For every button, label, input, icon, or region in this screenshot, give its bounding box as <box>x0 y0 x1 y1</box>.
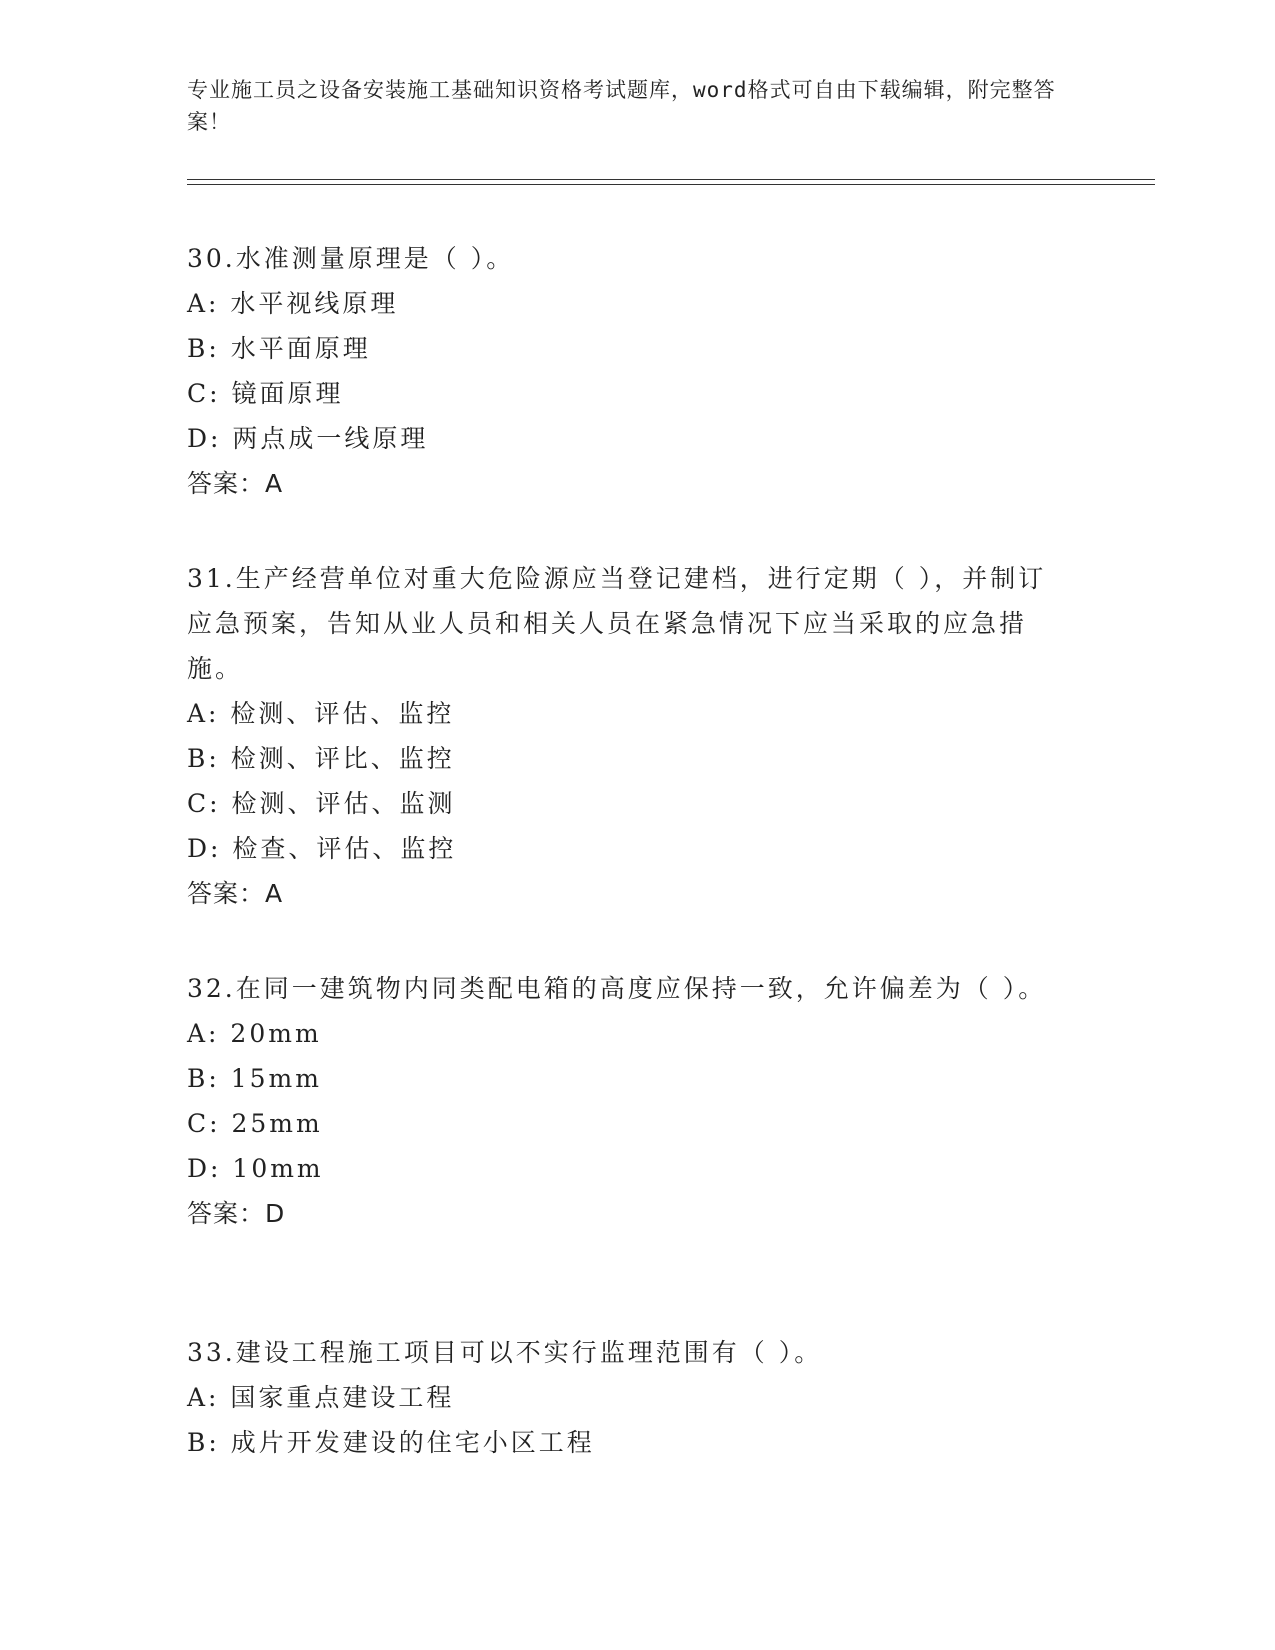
question-stem: 32.在同一建筑物内同类配电箱的高度应保持一致，允许偏差为（ ）。 <box>187 974 1047 1003</box>
question-stem: 33.建设工程施工项目可以不实行监理范围有（ ）。 <box>187 1338 823 1367</box>
header-divider-bottom <box>187 184 1155 185</box>
option-b: B: 成片开发建设的住宅小区工程 <box>187 1428 595 1457</box>
option-c: C: 检测、评估、监测 <box>187 789 456 818</box>
question-33 <box>187 1330 1067 1465</box>
answer: 答案：D <box>187 1199 286 1228</box>
document-header: 专业施工员之设备安装施工基础知识资格考试题库，word格式可自由下载编辑，附完整答案！ <box>187 78 1056 134</box>
option-d: D: 检查、评估、监控 <box>187 834 457 863</box>
question-stem: 30.水准测量原理是（ ）。 <box>187 244 515 273</box>
question-31 <box>187 556 1067 916</box>
option-a: A: 国家重点建设工程 <box>187 1383 455 1412</box>
answer: 答案：A <box>187 469 284 498</box>
option-d: D: 10mm <box>187 1154 324 1183</box>
option-d: D: 两点成一线原理 <box>187 424 429 453</box>
option-b: B: 15mm <box>187 1064 322 1093</box>
answer: 答案：A <box>187 879 284 908</box>
question-32 <box>187 966 1067 1236</box>
question-stem: 31.生产经营单位对重大危险源应当登记建档，进行定期（ ），并制订应急预案，告知从业人员和相关人员在紧急情况下应当采取的应急措施。 <box>187 564 1047 683</box>
option-a: A: 20mm <box>187 1019 322 1048</box>
option-a: A: 水平视线原理 <box>187 289 399 318</box>
option-b: B: 检测、评比、监控 <box>187 744 455 773</box>
header-divider-top <box>187 179 1155 180</box>
option-c: C: 25mm <box>187 1109 323 1138</box>
option-a: A: 检测、评估、监控 <box>187 699 455 728</box>
option-b: B: 水平面原理 <box>187 334 371 363</box>
question-30 <box>187 236 1067 506</box>
option-c: C: 镜面原理 <box>187 379 344 408</box>
